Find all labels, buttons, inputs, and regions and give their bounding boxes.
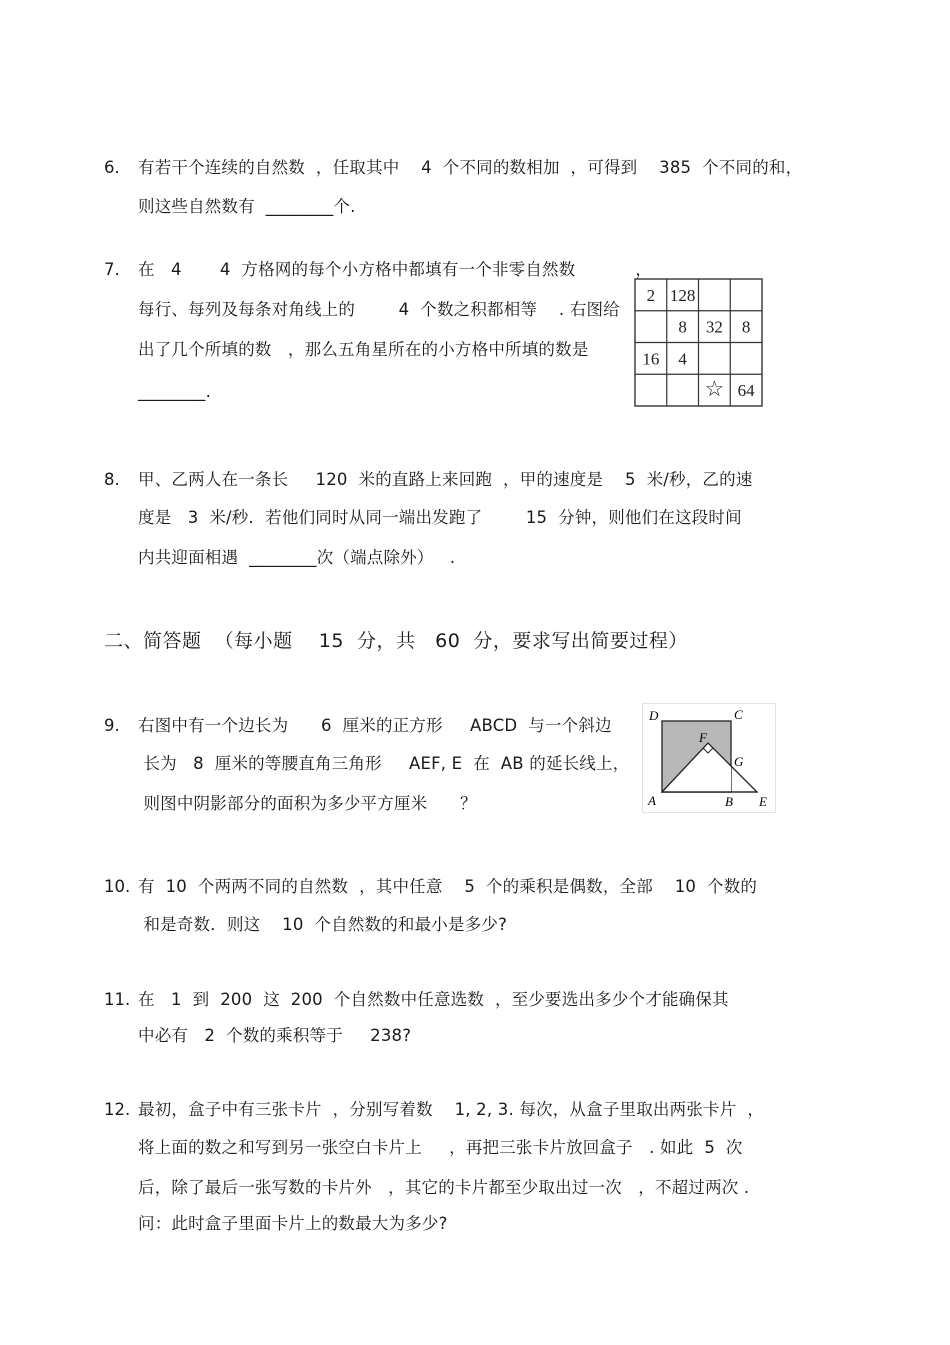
label-a: A: [648, 793, 656, 808]
question-text-line: ________.: [138, 382, 212, 401]
question-text-line: 有 10 个两两不同的自然数 ，其中任意 5 个的乘积是偶数，全部 10 个数的: [138, 877, 758, 896]
question-text-line: 右图中有一个边长为 6 厘米的正方形 ABCD 与一个斜边: [138, 716, 612, 735]
question-number: 6.: [104, 158, 120, 177]
section-heading: 二、简答题 （每小题 15 分，共 60 分，要求写出简要过程）: [104, 630, 688, 652]
question-text-line: 长为 8 厘米的等腰直角三角形 AEF, E 在 AB 的延长线上，: [138, 754, 630, 773]
square-triangle-figure: [642, 703, 776, 813]
grid-cell-value: 2: [646, 285, 656, 305]
question-number: 7.: [104, 260, 120, 279]
question-number: 11.: [104, 990, 131, 1009]
question-text-line: 最初，盒子中有三张卡片 ，分别写着数 1, 2, 3. 每次，从盒子里取出两张卡片 ，: [138, 1100, 765, 1119]
label-g: G: [734, 754, 744, 769]
question-text-line: 内共迎面相遇 ________次（端点除外） .: [138, 548, 456, 567]
question-text-line: 在 4 4 方格网的每个小方格中都填有一个非零自然数 ，: [138, 260, 653, 279]
question-number: 10.: [104, 877, 131, 896]
grid-cell-value: 8: [678, 317, 687, 337]
question-text-line: 出了几个所填的数 ，那么五角星所在的小方格中所填的数是: [138, 340, 589, 359]
grid-cell-value: 16: [642, 349, 660, 369]
label-e: E: [759, 794, 767, 809]
question-number: 8.: [104, 470, 120, 489]
question-text-line: 甲、乙两人在一条长 120 米的直路上来回跑 ，甲的速度是 5 米/秒，乙的速: [138, 470, 753, 489]
question-text-line: 有若干个连续的自然数 ，任取其中 4 个不同的数相加 ，可得到 385 个不同的和，: [138, 158, 803, 177]
label-f: F: [699, 730, 707, 745]
grid-cell-value: 64: [737, 381, 755, 401]
question-text-line: 中必有 2 个数的乘积等于 238?: [138, 1026, 412, 1045]
label-b: B: [725, 794, 733, 809]
grid-cell-value: 8: [741, 317, 751, 337]
label-c: C: [734, 707, 743, 722]
question-text-line: 后，除了最后一张写数的卡片外 ，其它的卡片都至少取出过一次 ，不超过两次 .: [138, 1178, 750, 1197]
label-d: D: [649, 708, 659, 723]
question-text-line: 则图中阴影部分的面积为多少平方厘米 ？: [138, 794, 477, 813]
question-text-line: 度是 3 米/秒．若他们同时从同一端出发跑了 15 分钟，则他们在这段时间: [138, 508, 742, 527]
grid-cell-value: 4: [678, 349, 687, 369]
magic-grid-figure: [632, 273, 766, 409]
question-text-line: 和是奇数．则这 10 个自然数的和最小是多少?: [138, 915, 508, 934]
question-text-line: 则这些自然数有 ________个.: [138, 197, 356, 216]
grid-cell-value: 128: [669, 285, 696, 305]
star-icon: ☆: [704, 376, 725, 402]
question-number: 9.: [104, 716, 120, 735]
question-number: 12.: [104, 1100, 131, 1119]
question-text-line: 将上面的数之和写到另一张空白卡片上 ，再把三张卡片放回盒子 . 如此 5 次: [138, 1138, 743, 1157]
question-text-line: 每行、每列及每条对角线上的 4 个数之积都相等 . 右图给: [138, 300, 620, 319]
question-text-line: 在 1 到 200 这 200 个自然数中任意选数 ，至少要选出多少个才能确保其: [138, 990, 729, 1009]
question-text-line: 问：此时盒子里面卡片上的数最大为多少?: [138, 1214, 448, 1233]
grid-cell-value: 32: [705, 317, 723, 337]
